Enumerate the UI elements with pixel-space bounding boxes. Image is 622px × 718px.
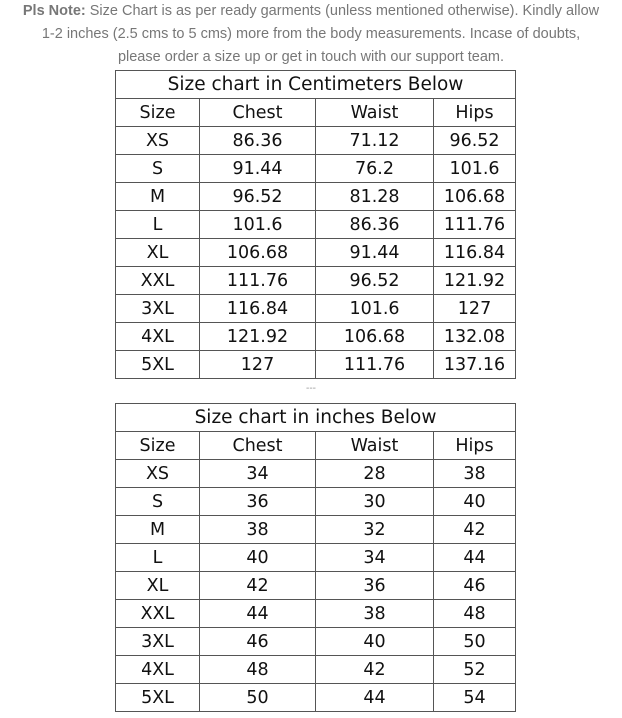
cell-waist: 40 [316, 628, 434, 656]
column-header-chest: Chest [200, 99, 316, 127]
cell-hips: 52 [434, 656, 516, 684]
cell-size: M [116, 516, 200, 544]
cell-waist: 106.68 [316, 323, 434, 351]
cell-size: M [116, 183, 200, 211]
table-row [116, 516, 516, 544]
cell-size: XXL [116, 600, 200, 628]
table-row [116, 656, 516, 684]
cell-chest: 36 [200, 488, 316, 516]
cell-chest: 46 [200, 628, 316, 656]
cell-size: 3XL [116, 295, 200, 323]
table-row [116, 155, 516, 183]
cell-size: 3XL [116, 628, 200, 656]
cell-hips: 38 [434, 460, 516, 488]
cell-size: XL [116, 572, 200, 600]
cell-size: 5XL [116, 351, 200, 379]
cell-hips: 54 [434, 684, 516, 712]
cell-waist: 71.12 [316, 127, 434, 155]
cell-size: S [116, 155, 200, 183]
column-header-waist: Waist [316, 432, 434, 460]
table-row [116, 544, 516, 572]
table-row [116, 211, 516, 239]
size-note-line-3: please order a size up or get in touch with our support team. [117, 49, 505, 65]
cell-waist: 36 [316, 572, 434, 600]
table-row [116, 351, 516, 379]
cell-chest: 48 [200, 656, 316, 684]
table-row [116, 628, 516, 656]
cell-waist: 101.6 [316, 295, 434, 323]
cell-waist: 81.28 [316, 183, 434, 211]
table-row [116, 127, 516, 155]
cell-size: 4XL [116, 323, 200, 351]
cell-waist: 96.52 [316, 267, 434, 295]
column-header-hips: Hips [434, 99, 516, 127]
cell-waist: 38 [316, 600, 434, 628]
table-row [116, 295, 516, 323]
cell-size: 4XL [116, 656, 200, 684]
cell-chest: 50 [200, 684, 316, 712]
cell-waist: 42 [316, 656, 434, 684]
chart-title-row [116, 71, 516, 99]
table-row [116, 684, 516, 712]
cell-hips: 106.68 [434, 183, 516, 211]
chart-title-row [116, 404, 516, 432]
cell-chest: 127 [200, 351, 316, 379]
table-row [116, 267, 516, 295]
header-row [116, 99, 516, 127]
cell-waist: 28 [316, 460, 434, 488]
cell-waist: 32 [316, 516, 434, 544]
table-row [116, 183, 516, 211]
cell-size: 5XL [116, 684, 200, 712]
cell-size: L [116, 211, 200, 239]
cell-size: L [116, 544, 200, 572]
cell-hips: 48 [434, 600, 516, 628]
cell-waist: 86.36 [316, 211, 434, 239]
cell-waist: 91.44 [316, 239, 434, 267]
cell-waist: 30 [316, 488, 434, 516]
size-chart-centimeters [115, 70, 516, 379]
size-note [0, 0, 622, 69]
cell-chest: 38 [200, 516, 316, 544]
cell-waist: 76.2 [316, 155, 434, 183]
table-row [116, 460, 516, 488]
cell-chest: 34 [200, 460, 316, 488]
cell-chest: 111.76 [200, 267, 316, 295]
column-header-size: Size [116, 99, 200, 127]
cell-size: S [116, 488, 200, 516]
column-header-waist: Waist [316, 99, 434, 127]
cell-hips: 50 [434, 628, 516, 656]
cell-chest: 91.44 [200, 155, 316, 183]
cell-hips: 46 [434, 572, 516, 600]
cell-size: XS [116, 460, 200, 488]
cell-size: XL [116, 239, 200, 267]
cell-waist: 111.76 [316, 351, 434, 379]
cell-chest: 44 [200, 600, 316, 628]
cell-hips: 40 [434, 488, 516, 516]
cell-chest: 96.52 [200, 183, 316, 211]
cell-chest: 101.6 [200, 211, 316, 239]
table-row [116, 488, 516, 516]
cell-hips: 127 [434, 295, 516, 323]
size-chart-inches [115, 403, 516, 712]
cell-chest: 121.92 [200, 323, 316, 351]
chart-title: Size chart in inches Below [116, 404, 516, 432]
cell-chest: 86.36 [200, 127, 316, 155]
cell-chest: 40 [200, 544, 316, 572]
cell-hips: 111.76 [434, 211, 516, 239]
size-note-line-2: 1-2 inches (2.5 cms to 5 cms) more from the body measurements. Incase of doubts, [41, 26, 581, 42]
cell-waist: 44 [316, 684, 434, 712]
cell-size: XS [116, 127, 200, 155]
cell-hips: 101.6 [434, 155, 516, 183]
cell-chest: 42 [200, 572, 316, 600]
column-header-size: Size [116, 432, 200, 460]
cell-hips: 116.84 [434, 239, 516, 267]
cell-hips: 137.16 [434, 351, 516, 379]
size-note-lead: Pls Note: [22, 3, 86, 19]
chart-separator: --- [306, 383, 316, 394]
table-row [116, 600, 516, 628]
cell-hips: 42 [434, 516, 516, 544]
size-note-text-1: Size Chart is as per ready garments (unless mentioned otherwise). Kindly allow [85, 3, 600, 19]
cell-hips: 121.92 [434, 267, 516, 295]
table-row [116, 323, 516, 351]
size-note-line-1 [0, 0, 622, 23]
table-row [116, 572, 516, 600]
cell-size: XXL [116, 267, 200, 295]
chart-title: Size chart in Centimeters Below [116, 71, 516, 99]
cell-hips: 132.08 [434, 323, 516, 351]
cell-waist: 34 [316, 544, 434, 572]
table-row [116, 239, 516, 267]
cell-chest: 116.84 [200, 295, 316, 323]
header-row [116, 432, 516, 460]
column-header-hips: Hips [434, 432, 516, 460]
column-header-chest: Chest [200, 432, 316, 460]
cell-hips: 44 [434, 544, 516, 572]
cell-hips: 96.52 [434, 127, 516, 155]
cell-chest: 106.68 [200, 239, 316, 267]
